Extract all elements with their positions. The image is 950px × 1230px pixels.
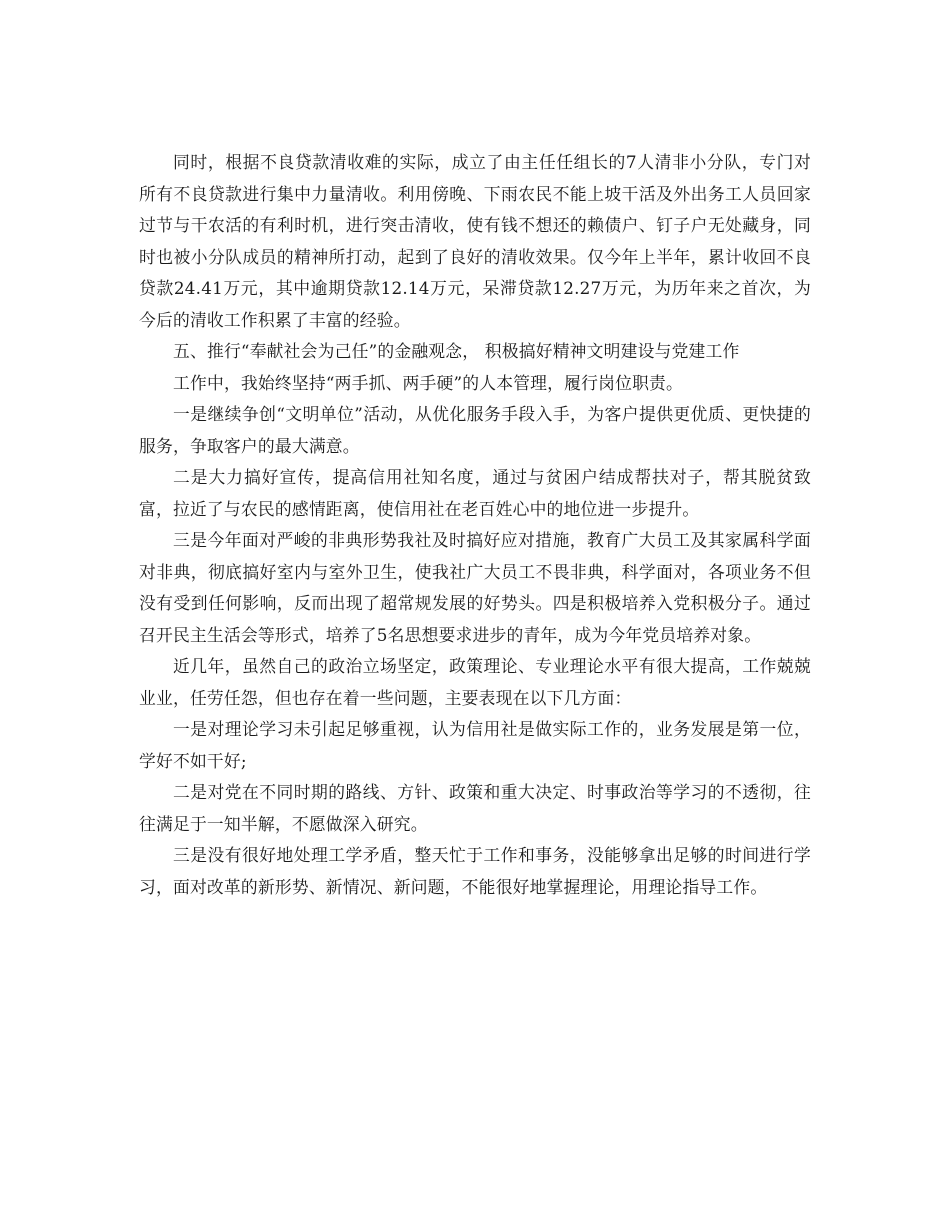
paragraph-problem-one: 一是对理论学习未引起足够重视，认为信用社是做实际工作的，业务发展是第一位，学好不如干好; (139, 719, 811, 771)
document-page (139, 147, 811, 903)
section-heading-five: 五、推行“奉献社会为己任”的金融观念， 积极搞好精神文明建设与党建工作 (173, 341, 740, 361)
paragraph-point-two: 二是大力搞好宣传，提高信用社知名度，通过与贫困户结成帮扶对子，帮其脱贫致富，拉近了与农民的感情距离，使信用社在老百姓心中的地位进一步提升。 (139, 467, 811, 519)
paragraph-problem-three: 三是没有很好地处理工学矛盾，整天忙于工作和事务，没能够拿出足够的时间进行学习，面对改革的新形势、新情况、新问题，不能很好地掌握理论，用理论指导工作。 (139, 845, 811, 897)
paragraph-problems-intro: 近几年，虽然自己的政治立场坚定，政策理论、专业理论水平有很大提高，工作兢兢业业，任劳任怨，但也存在着一些问题，主要表现在以下几方面： (139, 656, 811, 708)
paragraph-work-principle: 工作中，我始终坚持“两手抓、两手硬”的人本管理，履行岗位职责。 (173, 372, 684, 393)
paragraph-problem-two: 二是对党在不同时期的路线、方针、政策和重大决定、时事政治等学习的不透彻，往往满足于一知半解，不愿做深入研究。 (139, 782, 811, 834)
paragraph-point-one: 一是继续争创“文明单位”活动，从优化服务手段入手，为客户提供更优质、更快捷的服务，争取客户的最大满意。 (139, 404, 811, 456)
paragraph-loan-recovery: 同时，根据不良贷款清收难的实际，成立了由主任任组长的7人清非小分队，专门对所有不良贷款进行集中力量清收。利用傍晚、下雨农民不能上坡干活及外出务工人员回家过节与干农活的有利时机，进行突击清收，使有钱不想还的赖债户、钉子户无处藏身，同时也被小分队成员的精神所打动，起到了良好的清收效果。仅今年上半年，累计收回不良贷款24.41万元，其中逾期贷款12.14万元，呆滞贷款12.27万元，为历年来之首次，为今后的清收工作积累了丰富的经验。 (139, 152, 811, 330)
paragraph-point-three-four: 三是今年面对严峻的非典形势我社及时搞好应对措施，教育广大员工及其家属科学面对非典，彻底搞好室内与室外卫生，使我社广大员工不畏非典，科学面对，各项业务不但没有受到任何影响，反而出现了超常规发展的好势头。四是积极培养入党积极分子。通过召开民主生活会等形式，培养了5名思想要求进步的青年，成为今年党员培养对象。 (139, 530, 811, 645)
